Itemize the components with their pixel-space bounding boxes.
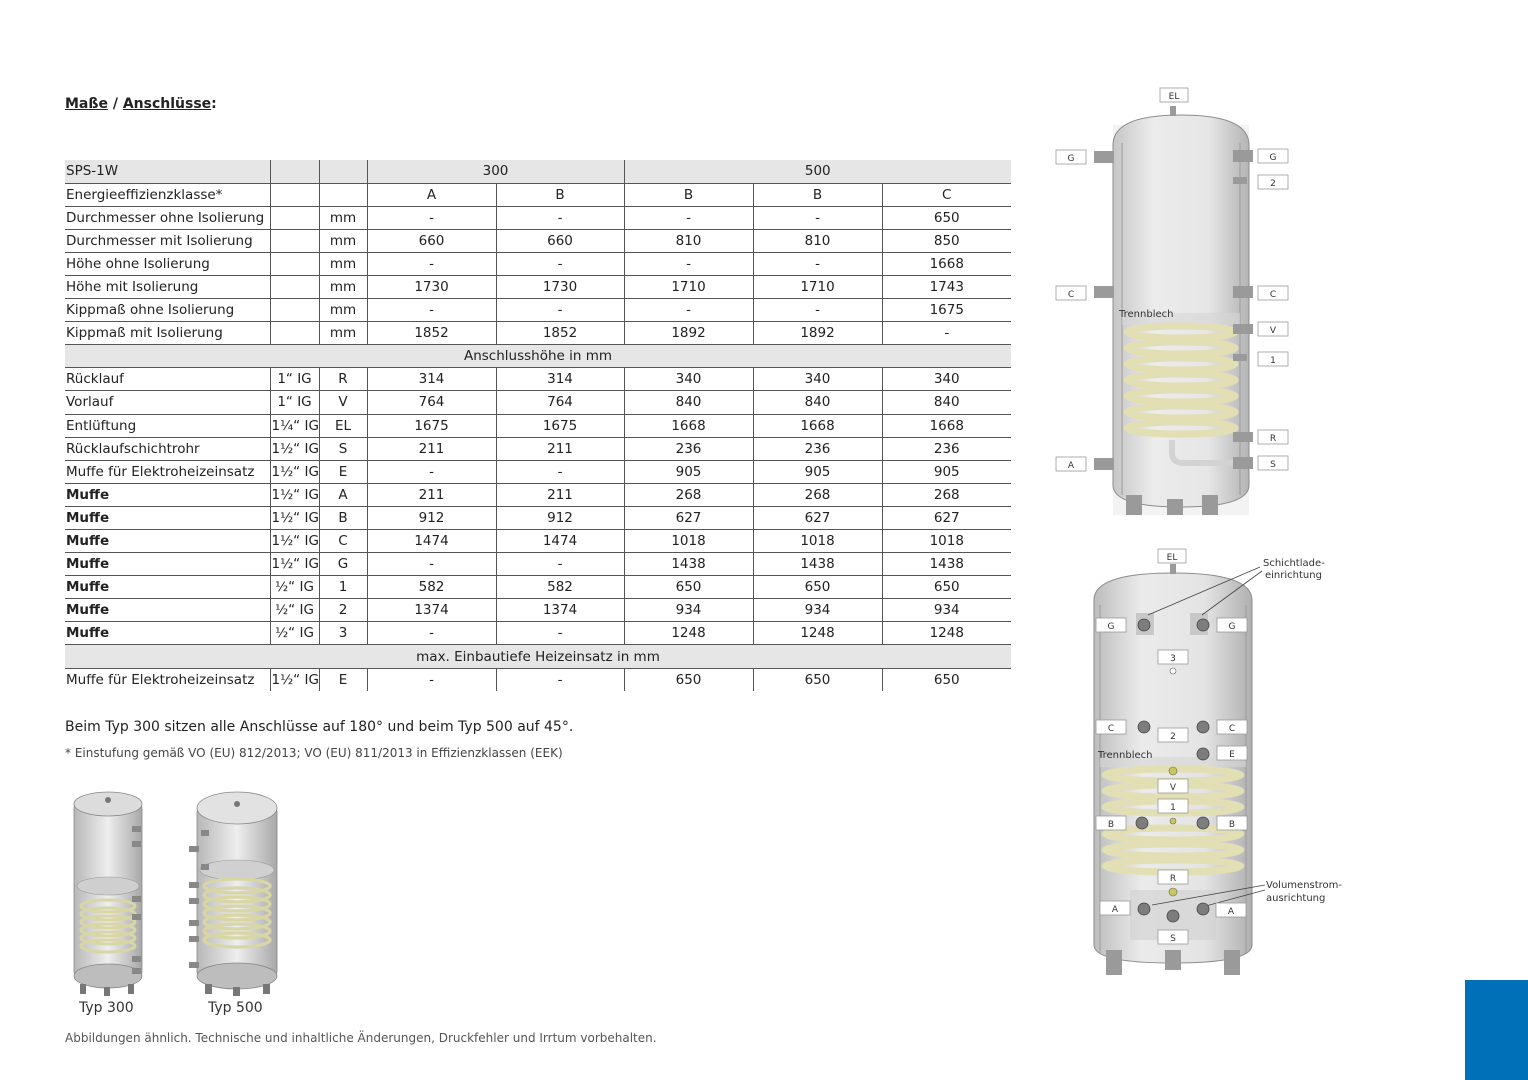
eek-value: B [753,183,882,206]
typ-500-label: Typ 500 [208,1000,263,1016]
row-value: - [496,299,624,322]
row-unit: mm [319,206,367,229]
row-code: EL [319,414,367,437]
row-label: Rücklauf [65,368,270,391]
row-value: - [367,252,496,275]
table-row [65,160,1011,183]
row-value: 340 [624,368,753,391]
row-value: 314 [496,368,624,391]
table-row [65,506,1011,529]
table-row [65,622,1011,645]
row-value: - [624,206,753,229]
row-value: - [367,206,496,229]
row-value: 268 [624,483,753,506]
row-label: Muffe für Elektroheizeinsatz [65,460,270,483]
row-value: 905 [882,460,1011,483]
row-code: S [319,437,367,460]
table-row [65,322,1011,345]
row-value: - [882,322,1011,345]
tag-a-right-b: A [1227,907,1235,917]
table-cell [319,160,367,183]
row-value: 1668 [882,414,1011,437]
row-code: C [319,530,367,553]
row-value: 905 [753,460,882,483]
row-value: 1248 [624,622,753,645]
row-value: 1474 [496,530,624,553]
tag-r-b: R [1169,874,1177,884]
tag-g-right: G [1269,153,1277,163]
tag-v-b: V [1169,783,1177,793]
group-header-500: 500 [624,160,1011,183]
row-value: 660 [367,229,496,252]
row-label: Kippmaß ohne Isolierung [65,299,270,322]
row-value: 1018 [753,530,882,553]
row-value: 627 [624,506,753,529]
row-value: 1438 [753,553,882,576]
tag-g-left-b: G [1107,622,1115,632]
tag-2: 2 [1270,179,1276,189]
table-row [65,437,1011,460]
table-cell [319,183,367,206]
row-value: - [496,460,624,483]
row-label: Vorlauf [65,391,270,414]
row-value: 934 [753,599,882,622]
tag-e-b: E [1229,750,1235,760]
diagram-typ500 [1090,545,1360,980]
tank-illustration-typ300 [66,786,150,998]
tag-el-b: EL [1166,553,1178,563]
table-cell [270,160,319,183]
row-value: 1668 [882,252,1011,275]
tank-illustration-typ500 [185,786,283,998]
eek-value: B [624,183,753,206]
row-unit: mm [319,229,367,252]
trennblech-label-top: Trennblech [1119,309,1174,320]
row-value: 650 [882,576,1011,599]
row-value: 1852 [367,322,496,345]
tag-c-right: C [1269,290,1277,300]
eek-footnote: * Einstufung gemäß VO (EU) 812/2013; VO (EU) 811/2013 in Effizienzklassen (EEK) [65,746,563,760]
row-size: 1½“ IG [270,483,319,506]
row-value: 1018 [624,530,753,553]
row-size: ½“ IG [270,622,319,645]
row-value: 236 [753,437,882,460]
row-size: 1“ IG [270,391,319,414]
row-value: 1730 [367,275,496,298]
row-label: Muffe [65,599,270,622]
row-size: 1½“ IG [270,506,319,529]
tag-r: R [1269,434,1277,444]
row-value: 660 [496,229,624,252]
tag-c-right-b: C [1228,724,1236,734]
row-code: R [319,368,367,391]
typ-300-label: Typ 300 [79,1000,134,1016]
row-unit: mm [319,275,367,298]
row-value: 1892 [753,322,882,345]
row-value: - [367,299,496,322]
tag-a-left-b: A [1111,905,1119,915]
orientation-note: Beim Typ 300 sitzen alle Anschlüsse auf 180° und beim Typ 500 auf 45°. [65,719,574,735]
row-value: 1248 [753,622,882,645]
row-label: Muffe für Elektroheizeinsatz [66,671,255,688]
row-unit: mm [319,252,367,275]
tag-g-right-b: G [1228,622,1236,632]
row-value: 1668 [624,414,753,437]
row-value: 810 [624,229,753,252]
section-einbautiefe: max. Einbautiefe Heizeinsatz in mm [65,645,1011,668]
row-value: - [496,206,624,229]
row-value: 1710 [753,275,882,298]
row-code: 3 [319,622,367,645]
row-label: Rücklaufschichtrohr [65,437,270,460]
row-value: - [496,668,624,691]
row-value: - [367,622,496,645]
table-row [65,391,1011,414]
row-size: ½“ IG [270,599,319,622]
table-row [65,668,1011,691]
table-cell [270,229,319,252]
row-value: 650 [624,668,753,691]
row-value: 627 [882,506,1011,529]
row-value: 582 [496,576,624,599]
row-code: E [319,460,367,483]
row-label: Durchmesser mit Isolierung [65,229,270,252]
row-value: - [367,460,496,483]
eek-value: B [496,183,624,206]
row-label: Muffe [65,553,270,576]
tag-b-left-b: B [1107,820,1115,830]
row-value: 1248 [882,622,1011,645]
volumenstrom-label-2: ausrichtung [1266,893,1326,904]
row-value: 1438 [882,553,1011,576]
table-row [65,553,1011,576]
row-label: Muffe [65,483,270,506]
tag-s: S [1270,460,1276,470]
table-row [65,368,1011,391]
disclaimer-footer: Abbildungen ähnlich. Technische und inhaltliche Änderungen, Druckfehler und Irrtum vorbehalten. [65,1031,657,1045]
row-value: 810 [753,229,882,252]
tag-c-left-b: C [1107,724,1115,734]
table-cell [270,322,319,345]
row-label: Durchmesser ohne Isolierung [65,206,270,229]
row-value: 236 [624,437,753,460]
row-value: - [753,252,882,275]
row-value: 340 [882,368,1011,391]
row-value: 1892 [624,322,753,345]
row-value: 934 [624,599,753,622]
table-row [65,599,1011,622]
row-label: Muffe [65,576,270,599]
row-code: A [319,483,367,506]
row-size: 1½“ IG [270,668,319,691]
row-value: 650 [753,576,882,599]
table-row [65,483,1011,506]
row-value: - [624,299,753,322]
row-size: 1“ IG [270,368,319,391]
tag-b-right-b: B [1228,820,1236,830]
row-code: B [319,506,367,529]
row-value: 934 [882,599,1011,622]
row-label: Kippmaß mit Isolierung [65,322,270,345]
row-label: Muffe [65,530,270,553]
table-row [65,299,1011,322]
table-row [65,206,1011,229]
row-value: 1743 [882,275,1011,298]
tag-g-left: G [1067,154,1075,164]
tag-3-b: 3 [1170,654,1176,664]
row-value: - [496,252,624,275]
row-size: 1¼“ IG [270,414,319,437]
group-header-300: 300 [367,160,624,183]
row-value: 627 [753,506,882,529]
eek-value: C [882,183,1011,206]
row-label: Höhe ohne Isolierung [65,252,270,275]
row-value: - [624,252,753,275]
row-label: Muffe [65,506,270,529]
row-value: 1675 [496,414,624,437]
row-value: - [753,299,882,322]
row-size: 1½“ IG [270,530,319,553]
diagram-typ300 [1050,85,1300,525]
table-row [65,530,1011,553]
row-value: 840 [753,391,882,414]
trennblech-label-bottom: Trennblech [1098,750,1153,761]
row-value: 340 [753,368,882,391]
row-value: 840 [624,391,753,414]
table-cell [270,206,319,229]
table-row [65,229,1011,252]
tag-s-b: S [1170,934,1176,944]
row-value: 912 [496,506,624,529]
table-row [65,183,1011,206]
table-cell [270,275,319,298]
row-value: 1675 [367,414,496,437]
schichtlade-label-2: einrichtung [1265,570,1322,581]
tag-el: EL [1168,92,1180,102]
row-value: - [496,622,624,645]
tag-1: 1 [1270,356,1276,366]
tag-c-left: C [1067,290,1075,300]
row-value: 1474 [367,530,496,553]
row-code: 1 [319,576,367,599]
row-value: 1675 [882,299,1011,322]
table-row [65,252,1011,275]
table-row [65,345,1011,368]
row-value: 314 [367,368,496,391]
row-value: 1374 [496,599,624,622]
row-value: - [367,668,496,691]
row-value: 764 [496,391,624,414]
table-title: SPS-1W [65,160,270,183]
tag-v: V [1269,326,1277,336]
row-label: Muffe [65,622,270,645]
tag-a: A [1067,461,1075,471]
page-heading: Maße / Anschlüsse: [65,96,217,112]
table-cell [270,252,319,275]
row-code: 2 [319,599,367,622]
row-value: 650 [882,668,1011,691]
row-code: V [319,391,367,414]
row-value: 1438 [624,553,753,576]
row-value: 840 [882,391,1011,414]
eek-value: A [367,183,496,206]
table-row [65,460,1011,483]
row-value: 1852 [496,322,624,345]
row-label: Entlüftung [65,414,270,437]
row-value: 850 [882,229,1011,252]
row-value: 1018 [882,530,1011,553]
row-value: - [496,553,624,576]
row-value: 211 [496,483,624,506]
row-size: 1½“ IG [270,553,319,576]
schichtlade-label-1: Schichtlade- [1263,558,1325,569]
row-code: E [319,668,367,691]
row-value: 650 [753,668,882,691]
spec-table [65,160,1011,691]
table-cell [270,299,319,322]
table-row [65,275,1011,298]
row-label: Höhe mit Isolierung [65,275,270,298]
eek-label: Energieeffizienzklasse* [65,183,270,206]
row-value: 236 [882,437,1011,460]
row-value: - [367,553,496,576]
row-value: 764 [367,391,496,414]
row-value: 1668 [753,414,882,437]
row-value: 1374 [367,599,496,622]
section-anschlusshoehe: Anschlusshöhe in mm [65,345,1011,368]
table-row [65,414,1011,437]
row-value: 211 [367,483,496,506]
row-value: 1730 [496,275,624,298]
row-unit: mm [319,299,367,322]
row-value: 1710 [624,275,753,298]
row-value: - [753,206,882,229]
row-value: 912 [367,506,496,529]
row-value: 582 [367,576,496,599]
row-code: G [319,553,367,576]
row-size: 1½“ IG [270,437,319,460]
table-row [65,576,1011,599]
tag-1-b: 1 [1170,803,1176,813]
row-unit: mm [319,322,367,345]
row-value: 650 [624,576,753,599]
accent-bar [1465,980,1528,1080]
row-size: ½“ IG [270,576,319,599]
row-value: 905 [624,460,753,483]
row-value: 268 [882,483,1011,506]
row-size: 1½“ IG [270,460,319,483]
table-cell [270,183,319,206]
table-row [65,645,1011,668]
row-value: 650 [882,206,1011,229]
row-value: 211 [367,437,496,460]
volumenstrom-label-1: Volumenstrom- [1266,880,1343,891]
row-value: 268 [753,483,882,506]
row-value: 211 [496,437,624,460]
tag-2-b: 2 [1170,732,1176,742]
